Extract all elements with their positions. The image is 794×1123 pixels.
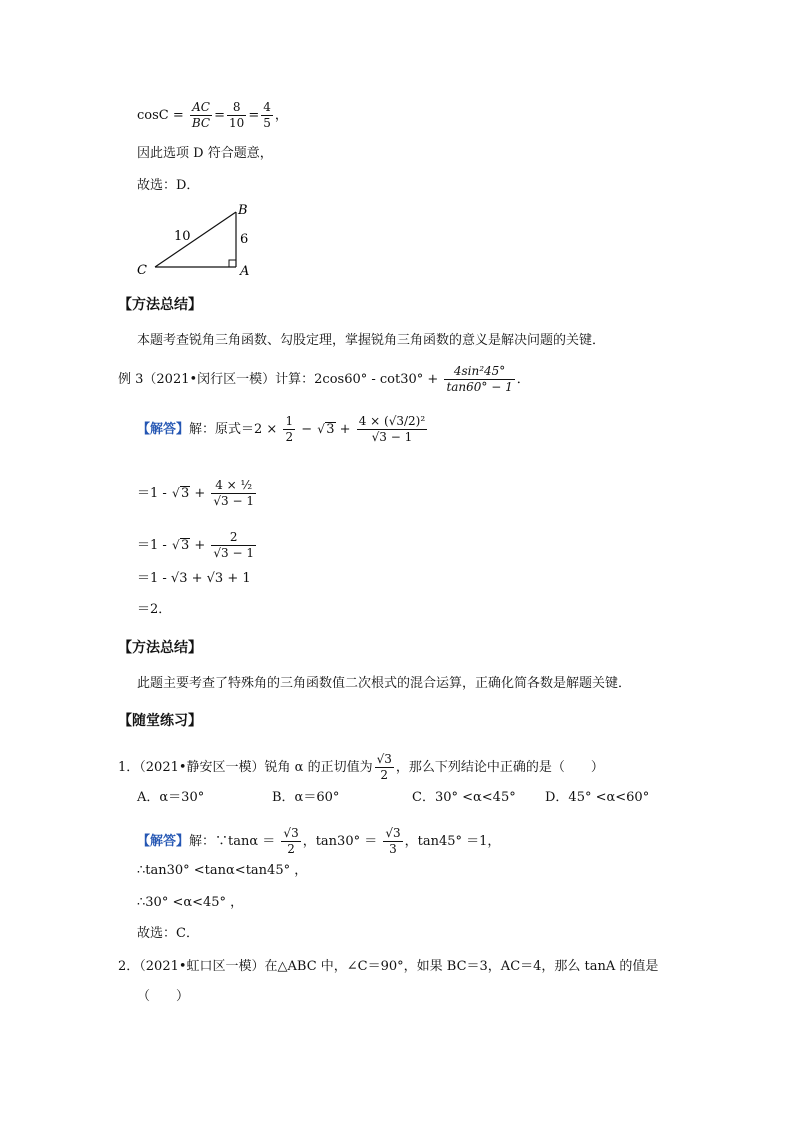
conclusion-line: 因此选项 D 符合题意， (137, 146, 273, 161)
q1-answer: 故选：C． (137, 926, 199, 941)
option-c: C．30° <α<45° (412, 790, 516, 805)
triangle-diagram (130, 200, 260, 280)
therefore-1: ∴tan30° <tanα<tan45° ， (137, 863, 308, 878)
practice-heading: 【随堂练习】 (118, 713, 202, 729)
root-3: √ 3 (317, 421, 335, 439)
q1-solution-line: 【解答】解：∵tanα ＝ $\frac{√3}{2}$ ，tan30° ＝ $\frac{√3}{3}$ ，tan45° ＝1， (137, 826, 501, 856)
method-summary-text-2: 此题主要考查了特殊角的三角函数值二次根式的混合运算，正确化简各数是解题关键． (137, 676, 632, 691)
root-3: √ 3 (172, 537, 190, 555)
question-1: 1．（2021•静安区一模）锐角 α 的正切值为 $\frac{√3}{2}$ ，那么下列结论中正确的是（ ） (118, 752, 604, 782)
hypotenuse (155, 212, 236, 267)
step-2: ＝1 - √ 3 + $\frac{\text{4 × ½}}{√3 - 1}$ (137, 478, 258, 509)
vertex-label-a: A (240, 264, 250, 279)
big-fraction: $\frac{\text{4 × (√3/2)²}}{√3 - 1}$ (358, 414, 426, 444)
therefore-2: ∴30° <α<45° ， (137, 895, 244, 910)
step-3-fraction: $\frac{2}{√3 - 1}$ (213, 530, 254, 560)
example-3-prefix: 例 3（2021•闵行区一模）计算：2cos60° - cot30° + (118, 372, 443, 387)
step-4: ＝1 - √3 + √3 + 1 (137, 571, 251, 586)
question-2-paren: （ ） (137, 989, 190, 1004)
example-3-fraction: $\frac{\text{4sin²45°}}{\tan 60^\circ - 1}$ (446, 364, 513, 394)
example-3-line: 例 3（2021•闵行区一模）计算：2cos60° - cot30° + $\frac{\text{4sin²45°}}{\tan 60^\circ - 1}$ ． (118, 364, 530, 394)
step-5: ＝2． (137, 602, 172, 617)
cos-line: cosC = $\frac{AC}{BC}$ = $\frac{8}{10}$ = $\frac{4}{5}$ ， (137, 100, 288, 130)
q1-fraction: $\frac{√3}{2}$ (376, 752, 392, 782)
vertex-label-b: B (238, 203, 248, 218)
option-d: D．45° <α<60° (545, 790, 650, 805)
answer-line-1: 故选：D． (137, 178, 200, 193)
leg-length: 6 (240, 232, 249, 247)
cos-fraction-1: $\frac{AC}{BC}$ (191, 100, 211, 130)
step-2-fraction: $\frac{\text{4 × ½}}{√3 - 1}$ (213, 478, 254, 508)
cos-fraction-2: $\frac{8}{10}$ (229, 100, 245, 130)
right-angle-mark (229, 260, 236, 267)
hypotenuse-length: 10 (174, 229, 191, 244)
vertex-label-c: C (137, 263, 147, 278)
step-3: ＝1 - √ 3 + $\frac{2}{√3 - 1}$ (137, 530, 258, 561)
question-2: 2．（2021•虹口区一模）在△ABC 中，∠C＝90°，如果 BC＝3，AC＝4，那么 tanA 的值是 (118, 959, 659, 974)
method-summary-heading-2: 【方法总结】 (118, 640, 202, 656)
example-3-solution-line: 【解答】解：原式＝2 × $\frac{1}{2}$ − √ 3 + $\frac{\text{4 × (√3/2)²}}{√3 - 1}$ (137, 414, 429, 445)
sol-fraction-2: $\frac{√3}{3}$ (385, 826, 401, 856)
option-b: B．α＝60° (272, 790, 340, 805)
solution-label: 【解答】 (137, 834, 190, 849)
method-summary-heading-1: 【方法总结】 (118, 297, 202, 313)
cos-lhs: cosC = (137, 108, 188, 123)
root-3: √ 3 (172, 485, 190, 503)
method-summary-text-1: 本题考查锐角三角函数、勾股定理，掌握锐角三角函数的意义是解决问题的关键． (137, 333, 606, 348)
option-a: A．α＝30° (137, 790, 205, 805)
half-fraction: $\frac{1}{2}$ (285, 414, 294, 444)
cos-fraction-3: $\frac{4}{5}$ (263, 100, 271, 130)
solution-label: 【解答】 (137, 422, 190, 437)
sol-fraction-1: $\frac{√3}{2}$ (283, 826, 299, 856)
solution-text: 解：原式＝2 × (189, 422, 282, 437)
